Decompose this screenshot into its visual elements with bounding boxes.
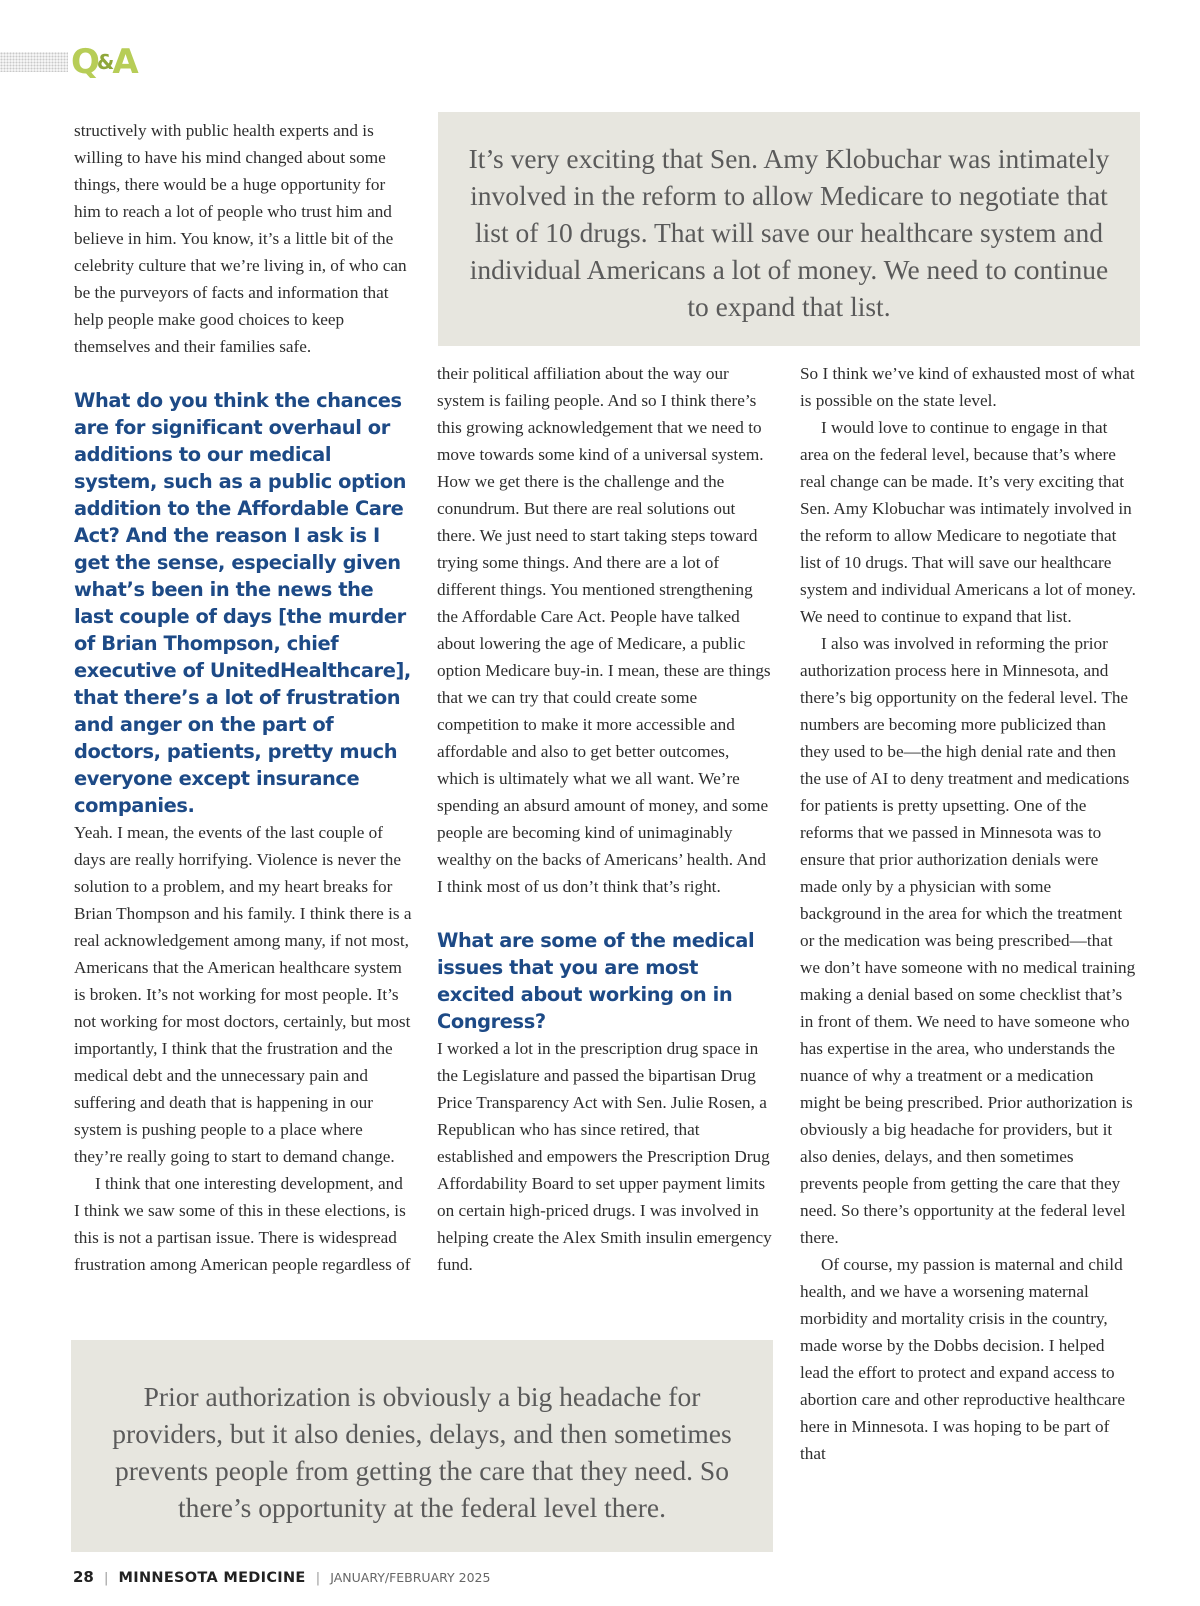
logo-amp: & xyxy=(96,50,113,74)
footer-separator: | xyxy=(315,1571,321,1586)
column-left xyxy=(74,117,412,1278)
publication-name: MINNESOTA MEDICINE xyxy=(118,1570,306,1586)
issue-date: JANUARY/FEBRUARY 2025 xyxy=(330,1570,491,1585)
paragraph: I think that one interesting development, and I think we saw some of this in these elections, is this is not a partisan issue. There is widespread frustration among American people regardless of xyxy=(74,1174,411,1274)
paragraph: I also was involved in reforming the prior authorization process here in Minnesota, and there’s big opportunity on the federal level. The numbers are becoming more publicized than they used to be—the high denial rate and then the use of AI to deny treatment and medications for patients is pretty upsetting. One of the reforms that we passed in Minnesota was to ensure that prior authorization denials were made only by a physician with some background in the area for which the treatment or the medication was being prescribed—that we don’t have someone with no medical training making a denial based on some checklist that’s in front of them. We need to have someone who has expertise in the area, who understands the nuance of why a treatment or a medication might be being prescribed. Prior authorization is obviously a big headache for providers, but it also denies, delays, and then sometimes prevents people from getting the care that they need. So there’s opportunity at the federal level there. xyxy=(800,634,1136,1247)
column-right xyxy=(800,360,1136,1467)
pull-quote-top: It’s very exciting that Sen. Amy Klobuchar was intimately involved in the reform to allow Medicare to negotiate that list of 10 drugs. That will save our healthcare system and individual Americans a lot of money. We need to continue to expand that list. xyxy=(438,112,1140,346)
paragraph: their political affiliation about the way our system is failing people. And so I think there’s this growing acknowledgement that we need to move towards some kind of a universal system. How we get there is the challenge and the conundrum. But there are real solutions out there. We just need to start taking steps toward trying some things. And there are a lot of different things. You mentioned strengthening the Affordable Care Act. People have talked about lowering the age of Medicare, a public option Medicare buy-in. I mean, these are things that we can try that could create some competition to make it more accessible and affordable and also to get better outcomes, which is ultimately what we all want. We’re spending an absurd amount of money, and some people are becoming kind of unimaginably wealthy on the backs of Americans’ health. And I think most of us don’t think that’s right. xyxy=(437,364,771,896)
column-middle xyxy=(437,360,775,1278)
paragraph: I would love to continue to engage in that area on the federal level, because that’s where real change can be made. It’s very exciting that Sen. Amy Klobuchar was intimately involved in the reform to allow Medicare to negotiate that list of 10 drugs. That will save our healthcare system and individual Americans a lot of money. We need to continue to expand that list. xyxy=(800,418,1136,626)
page-footer xyxy=(73,1566,490,1588)
paragraph: I worked a lot in the prescription drug space in the Legislature and passed the bipartisan Drug Price Transparency Act with Sen. Julie Rosen, a Republican who has since retired, that established and empowers the Prescription Drug Affordability Board to set upper payment limits on certain high-priced drugs. I was involved in helping create the Alex Smith insulin emergency fund. xyxy=(437,1039,772,1274)
paragraph: Of course, my passion is maternal and child health, and we have a worsening maternal morbidity and mortality crisis in the country, made worse by the Dobbs decision. I helped lead the effort to protect and expand access to abortion care and other reproductive healthcare here in Minnesota. I was hoping to be part of that xyxy=(800,1255,1125,1463)
section-header xyxy=(0,40,140,84)
dot-pattern xyxy=(0,52,68,72)
paragraph: structively with public health experts and is willing to have his mind changed about some things, there would be a huge opportunity for him to reach a lot of people who trust him and believe in him. You know, it’s a little bit of the celebrity culture that we’re living in, of who can be the purveyors of facts and information that help people make good choices to keep themselves and their families safe. xyxy=(74,121,407,356)
logo-q: Q xyxy=(71,42,97,82)
question-heading: What do you think the chances are for significant overhaul or additions to our medical system, such as a public option addition to the Affordable Care Act? And the reason I ask is I get the sense, especially given what’s been in the news the last couple of days [the murder of Brian Thompson, chief executive of UnitedHealthcare], that there’s a lot of frustration and anger on the part of doctors, patients, pretty much everyone except insurance companies. xyxy=(74,389,411,817)
page-number: 28 xyxy=(73,1568,94,1586)
footer-separator: | xyxy=(104,1571,109,1586)
pull-quote-bottom: Prior authorization is obviously a big headache for providers, but it also denies, delays, and then sometimes prevents people from getting the care that they need. So there’s opportunity at the federal level there. xyxy=(71,1340,773,1552)
qa-logo xyxy=(71,40,136,84)
paragraph: So I think we’ve kind of exhausted most of what is possible on the state level. xyxy=(800,364,1135,410)
paragraph: Yeah. I mean, the events of the last couple of days are really horrifying. Violence is never the solution to a problem, and my heart breaks for Brian Thompson and his family. I think there is a real acknowledgement among many, if not most, Americans that the American healthcare system is broken. It’s not working for most people. It’s not working for most doctors, certainly, but most importantly, I think that the frustration and the medical debt and the unnecessary pain and suffering and death that is happening in our system is pushing people to a place where they’re really going to start to demand change. xyxy=(74,823,412,1166)
logo-a: A xyxy=(112,42,136,82)
question-heading: What are some of the medical issues that you are most excited about working on in Congress? xyxy=(437,929,755,1033)
